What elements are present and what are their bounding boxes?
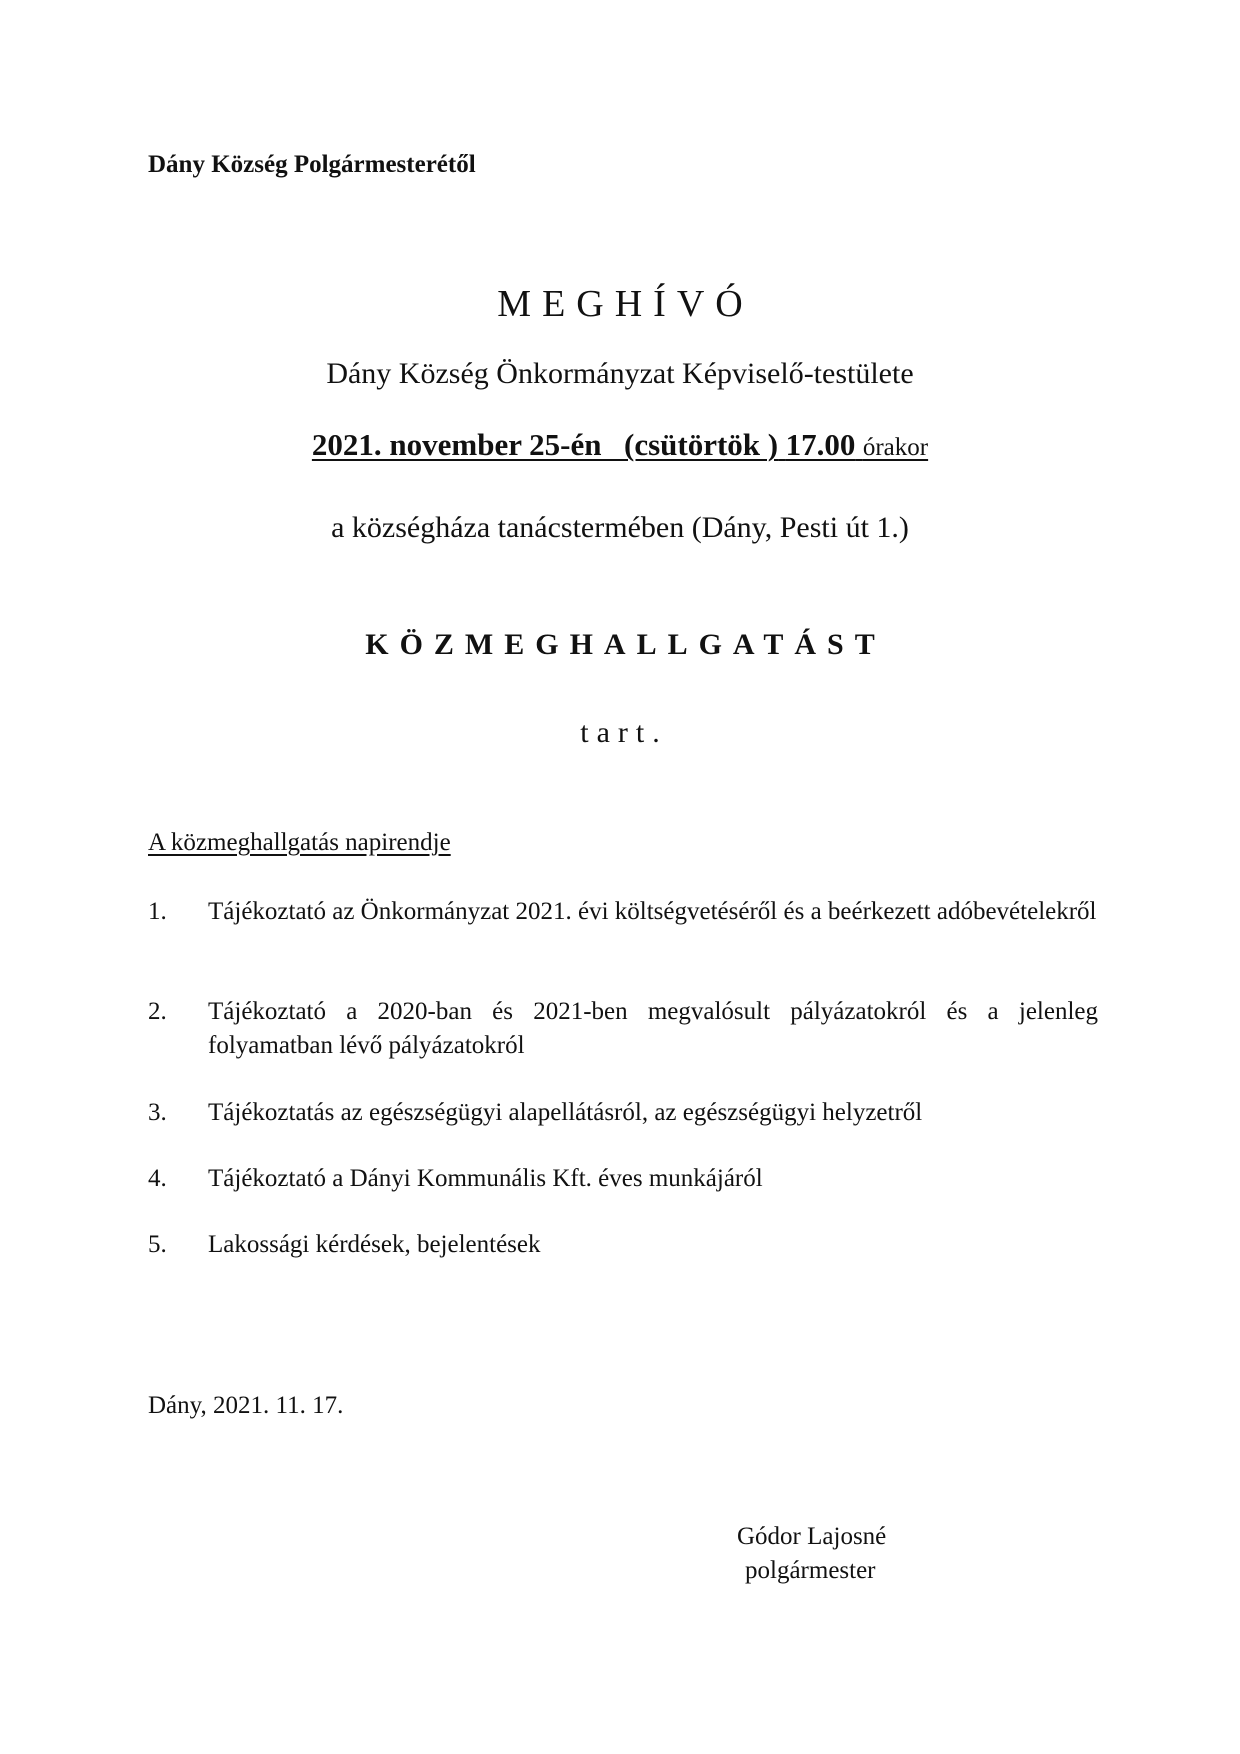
agenda-item-text: Tájékoztató az Önkormányzat 2021. évi költségvetéséről és a beérkezett adóbevételekről bbox=[208, 898, 1097, 925]
meeting-weekday: (csütörtök ) bbox=[624, 427, 779, 462]
agenda-item-text: Lakossági kérdések, bejelentések bbox=[208, 1231, 541, 1258]
agenda-heading: A közmeghallgatás napirendje bbox=[148, 829, 451, 856]
agenda-item bbox=[148, 1228, 1098, 1268]
meeting-time: 17.00 bbox=[785, 427, 856, 462]
agenda-item-number: 1. bbox=[148, 898, 167, 925]
agenda-item-number: 4. bbox=[148, 1165, 167, 1192]
agenda-item-number: 5. bbox=[148, 1231, 167, 1258]
agenda-item-number: 2. bbox=[148, 998, 167, 1025]
signatory-title: polgármester bbox=[745, 1557, 876, 1584]
place-and-date: Dány, 2021. 11. 17. bbox=[148, 1392, 344, 1419]
document-title: MEGHÍVÓ bbox=[497, 283, 754, 325]
agenda-item bbox=[148, 1096, 1098, 1162]
meeting-date-line bbox=[0, 427, 1240, 463]
meeting-date: 2021. november 25-én bbox=[311, 427, 602, 462]
signatory-name: Gódor Lajosné bbox=[737, 1523, 887, 1550]
event-verb: tart. bbox=[580, 716, 668, 749]
sender-line: Dány Község Polgármesterétől bbox=[148, 151, 476, 178]
agenda-item bbox=[148, 995, 1098, 1096]
meeting-location: a községháza tanácstermében (Dány, Pesti út 1.) bbox=[331, 511, 909, 544]
meeting-time-suffix: órakor bbox=[862, 434, 929, 461]
agenda-item-number: 3. bbox=[148, 1099, 167, 1126]
council-line: Dány Község Önkormányzat Képviselő-testülete bbox=[326, 357, 914, 390]
agenda-item-text: Tájékoztató a 2020-ban és 2021-ben megvalósult pályázatokról és a jelenleg folyamatban lévő pályázatokról bbox=[208, 998, 1098, 1059]
agenda-item bbox=[148, 895, 1098, 995]
event-name: KÖZMEGHALLGATÁST bbox=[365, 628, 886, 661]
agenda-item bbox=[148, 1162, 1098, 1228]
agenda-item-text: Tájékoztatás az egészségügyi alapellátásról, az egészségügyi helyzetről bbox=[208, 1099, 923, 1126]
agenda-list bbox=[148, 895, 1098, 1268]
agenda-item-text: Tájékoztató a Dányi Kommunális Kft. éves munkájáról bbox=[208, 1165, 763, 1192]
